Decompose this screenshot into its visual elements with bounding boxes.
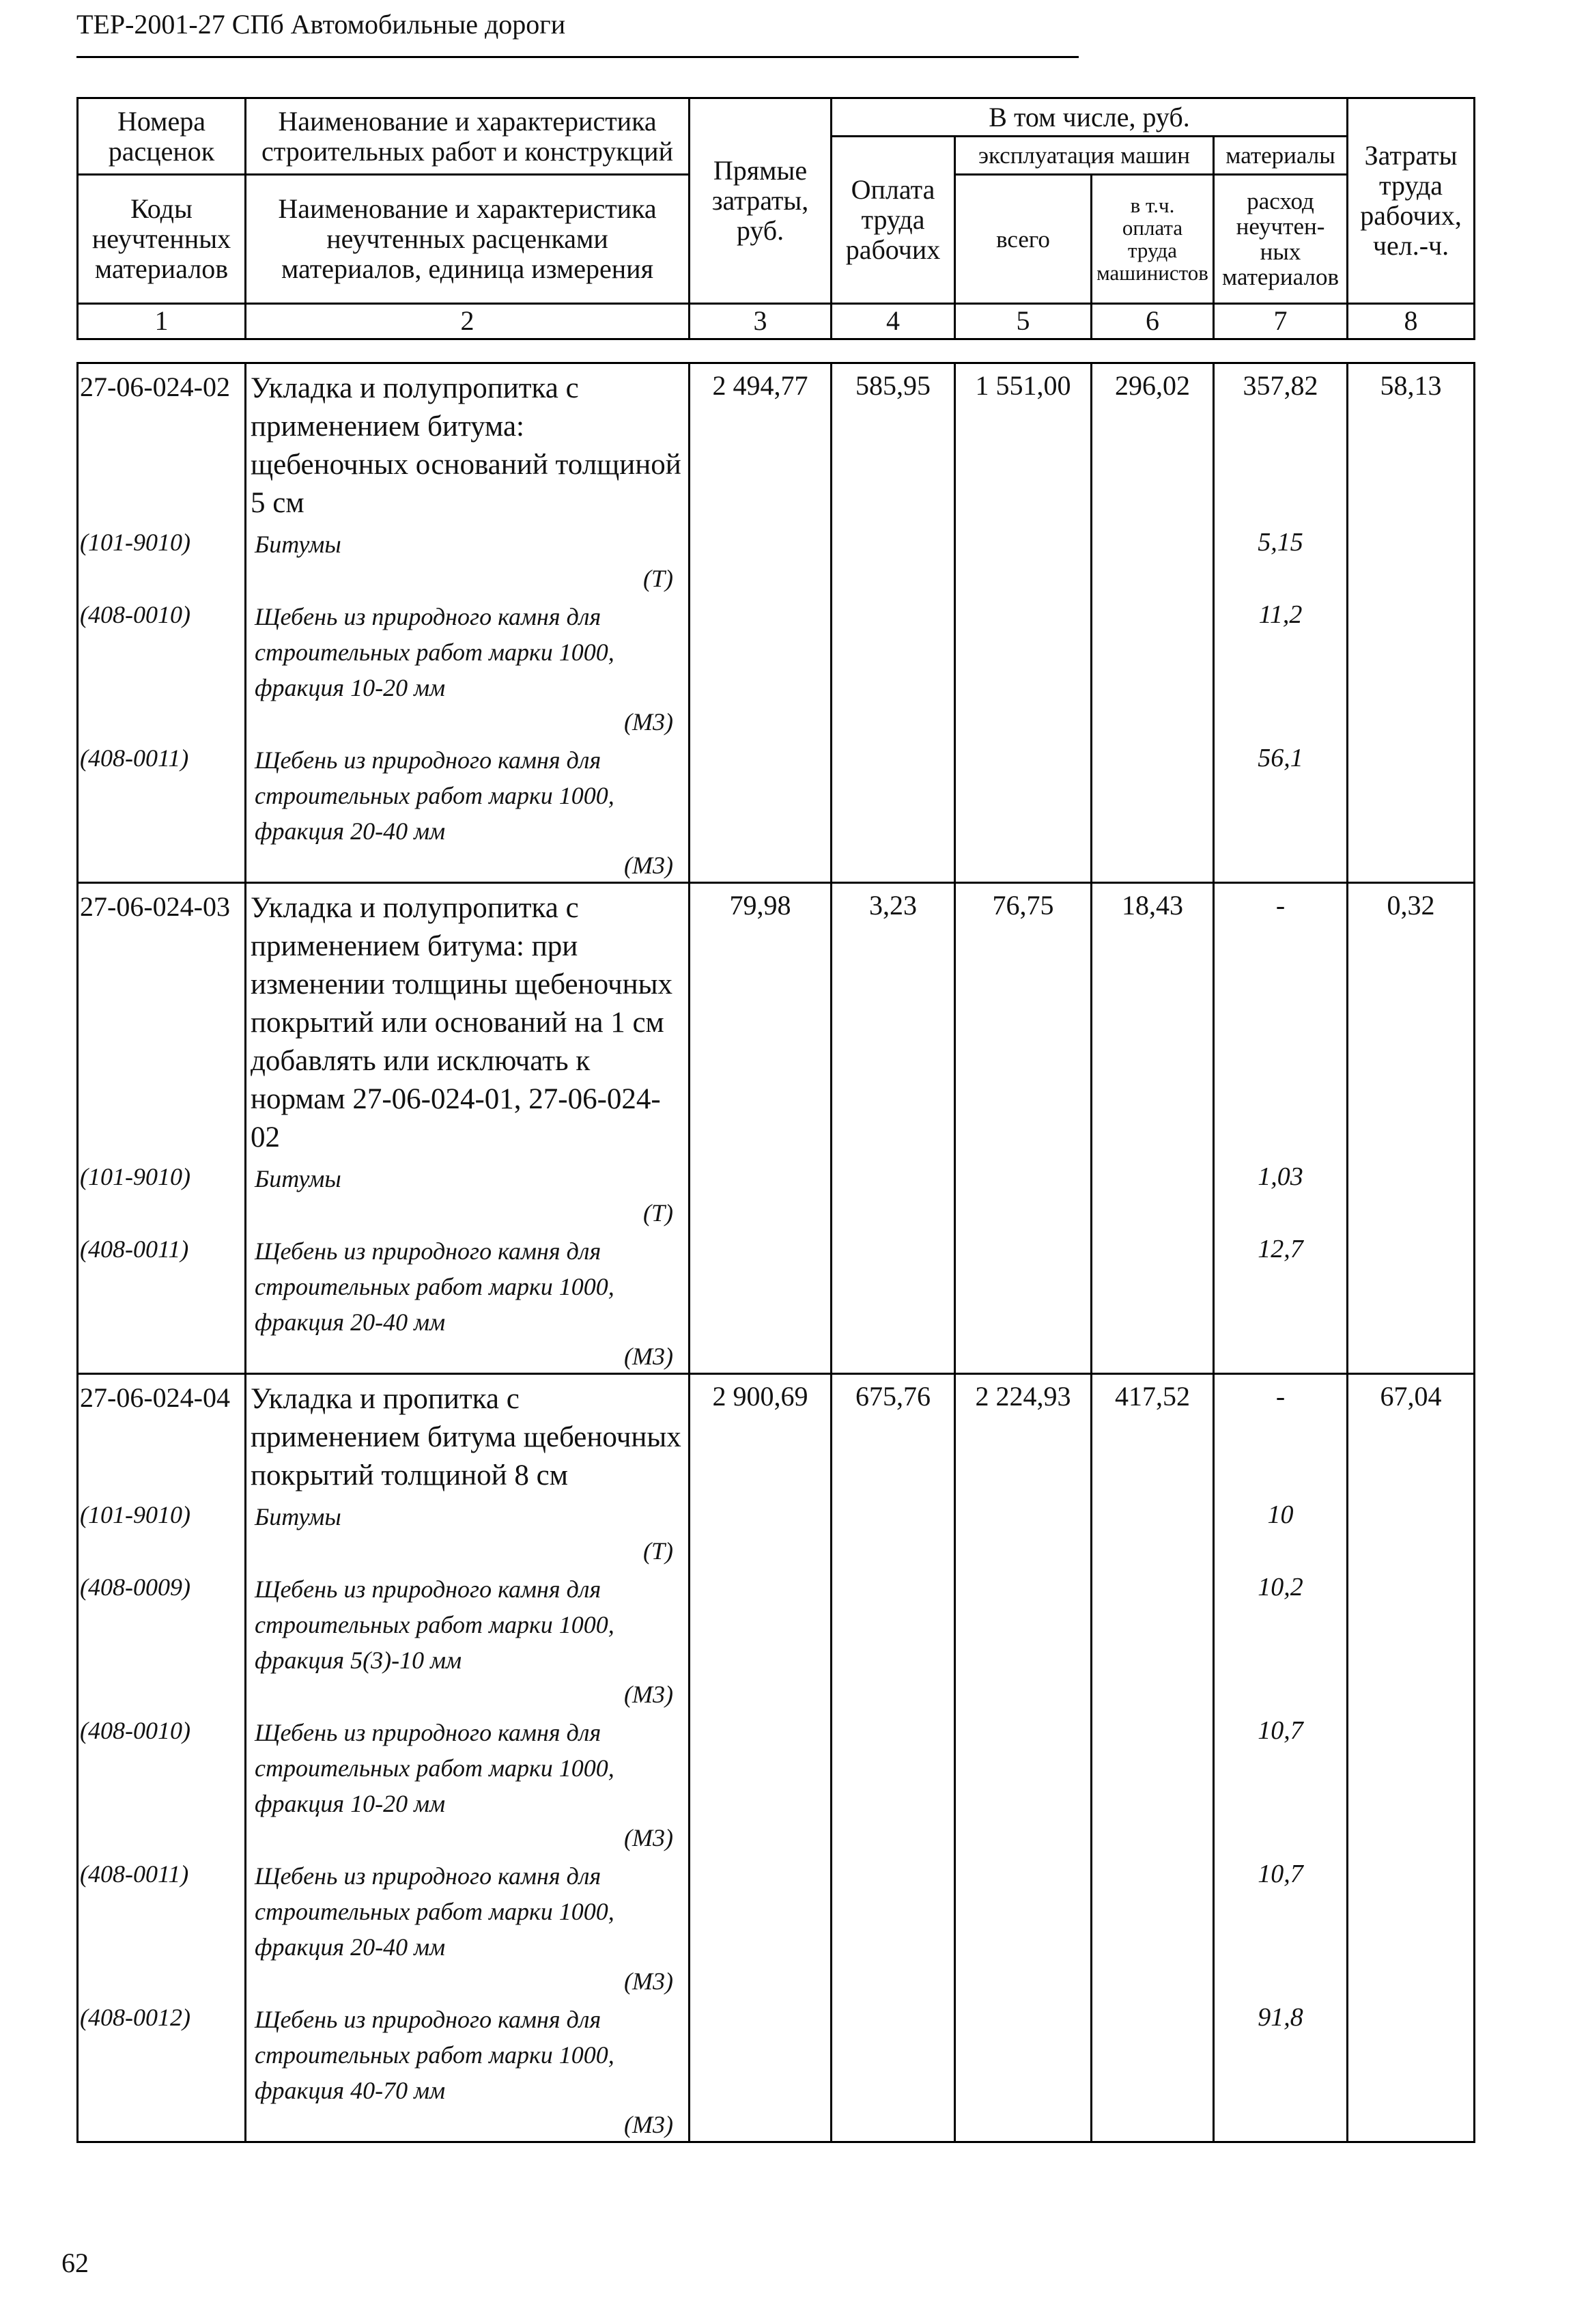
unaccounted-material: [1215, 1233, 1346, 1265]
table-header: [76, 97, 1475, 340]
material-name-line: Битумы: [255, 531, 341, 558]
material-code: (101-9010): [80, 529, 190, 556]
material-name-line: строительных работ марки 1000,: [255, 782, 614, 809]
running-head: ТЕР-2001-27 СПб Автомобильные дороги: [76, 9, 566, 40]
col-rate-numbers-header: Номера расценок: [78, 98, 246, 175]
col-direct-costs-header: Прямые затраты, руб.: [690, 98, 832, 304]
labor-pay: 585,95: [855, 370, 931, 401]
direct-costs-cell: [690, 883, 832, 1374]
rates-table: [76, 362, 1475, 2143]
labor-pay: 675,76: [855, 1381, 931, 1412]
work-description: [246, 1375, 688, 2141]
materials-cost-cell: [1214, 1374, 1348, 2142]
material-code: (408-0012): [80, 2004, 190, 2031]
materials-cost-cell: [1214, 363, 1348, 883]
material-consumption: 5,15: [1258, 528, 1303, 557]
direct-costs-cell: [690, 1374, 832, 2142]
labor-pay: 3,23: [869, 890, 917, 921]
materials-cost-cell: [1214, 883, 1348, 1374]
unaccounted-material: [79, 1715, 244, 1746]
material-unit: (М3): [624, 1681, 673, 1708]
col-number: 5: [955, 303, 1092, 339]
material-consumption: 10,7: [1258, 1860, 1303, 1888]
unaccounted-material: [79, 1499, 244, 1530]
material-name-line: строительных работ марки 1000,: [255, 1898, 614, 1925]
direct-costs: 2 494,77: [712, 370, 808, 401]
machines-total-cell: [955, 363, 1092, 883]
unaccounted-material: [251, 527, 684, 595]
description-line: щебеночных оснований толщиной: [251, 449, 681, 481]
material-unit: (М3): [624, 1968, 673, 1995]
operators-pay-cell: [1092, 363, 1214, 883]
unaccounted-material: [1215, 742, 1346, 774]
description-line: применением битума: при: [251, 930, 578, 962]
col-number: 8: [1348, 303, 1475, 339]
material-name-line: фракция 10-20 мм: [255, 1790, 446, 1817]
material-unit: (М3): [624, 1824, 673, 1851]
unaccounted-material: [251, 2002, 684, 2141]
operators-pay-cell: [1092, 1374, 1214, 2142]
rate-code: 27-06-024-02: [80, 372, 230, 402]
labor-hours: 0,32: [1387, 890, 1435, 921]
description-line: добавлять или исключать к: [251, 1045, 591, 1077]
material-name-line: строительных работ марки 1000,: [255, 639, 614, 666]
material-code: (408-0011): [80, 1860, 189, 1888]
description-line: Укладка и полупропитка с: [251, 892, 579, 924]
col-number: 3: [690, 303, 832, 339]
unaccounted-material: [79, 599, 244, 630]
work-description: [246, 884, 688, 1373]
description-line: применением битума щебеночных: [251, 1421, 681, 1453]
material-consumption: 10,7: [1258, 1716, 1303, 1745]
material-name-line: Щебень из природного камня для: [255, 603, 601, 630]
unaccounted-material: [1215, 1571, 1346, 1603]
material-consumption: 91,8: [1258, 2003, 1303, 2032]
labor-pay-cell: [832, 363, 955, 883]
operators-pay: 18,43: [1122, 890, 1183, 921]
material-code: (101-9010): [80, 1501, 190, 1528]
material-name-line: фракция 20-40 мм: [255, 817, 446, 845]
rate-code: 27-06-024-03: [80, 891, 230, 922]
material-name-line: Щебень из природного камня для: [255, 2006, 601, 2033]
operators-pay-cell: [1092, 883, 1214, 1374]
unaccounted-material: [251, 1858, 684, 1998]
col-number: 4: [832, 303, 955, 339]
direct-costs: 79,98: [729, 890, 791, 921]
work-description-cell: [246, 883, 690, 1374]
material-unit: (М3): [624, 2111, 673, 2138]
material-name-line: фракция 40-70 мм: [255, 2077, 446, 2104]
unaccounted-material: [1215, 1161, 1346, 1192]
material-name-line: фракция 10-20 мм: [255, 674, 446, 701]
material-code: (408-0010): [80, 1717, 190, 1744]
unaccounted-material: [251, 742, 684, 882]
rate-code-cell: [78, 363, 246, 883]
description-line: покрытий или оснований на 1 см: [251, 1007, 664, 1039]
material-name-line: фракция 20-40 мм: [255, 1308, 446, 1336]
material-unit: (Т): [643, 565, 673, 592]
material-code: (408-0009): [80, 1573, 190, 1601]
material-name-line: Щебень из природного камня для: [255, 746, 601, 774]
material-unit: (Т): [643, 1199, 673, 1227]
work-description-cell: [246, 1374, 690, 2142]
material-unit: (М3): [624, 708, 673, 736]
description-line: 02: [251, 1121, 280, 1153]
labor-pay-cell: [832, 883, 955, 1374]
material-name-line: строительных работ марки 1000,: [255, 1754, 614, 1782]
col-machines-total-header: всего: [955, 175, 1092, 304]
rate-row: [78, 1374, 1475, 2142]
material-name-line: Битумы: [255, 1503, 341, 1530]
material-name-line: строительных работ марки 1000,: [255, 1611, 614, 1638]
rate-code-cell: [78, 883, 246, 1374]
materials-cost: 357,82: [1243, 370, 1318, 401]
unaccounted-material: [251, 599, 684, 738]
materials-header: материалы: [1214, 137, 1348, 175]
description-line: Укладка и полупропитка с: [251, 372, 579, 404]
unaccounted-material: [1215, 599, 1346, 630]
material-consumption: 56,1: [1258, 744, 1303, 772]
col-work-name-header: Наименование и характеристика строительных работ и конструкций: [246, 98, 690, 175]
material-name-line: строительных работ марки 1000,: [255, 2041, 614, 2069]
unaccounted-material: [79, 527, 244, 558]
col-unaccounted-codes-header: Коды неучтенных материалов: [78, 175, 246, 304]
header-rule: [76, 56, 1079, 58]
material-consumption: 10,2: [1258, 1573, 1303, 1601]
material-name-line: Щебень из природного камня для: [255, 1237, 601, 1265]
material-code: (408-0010): [80, 601, 190, 628]
machines-total: 76,75: [992, 890, 1054, 921]
work-description-cell: [246, 363, 690, 883]
material-name-line: Щебень из природного камня для: [255, 1719, 601, 1746]
unaccounted-material: [79, 742, 244, 774]
col-material-consumption-header: расход неучтен- ных материалов: [1214, 175, 1348, 304]
machines-total: 2 224,93: [975, 1381, 1071, 1412]
group-including-header: В том числе, руб.: [832, 98, 1348, 137]
unaccounted-material: [1215, 1499, 1346, 1530]
rate-code-cell: [78, 1374, 246, 2142]
material-consumption: 12,7: [1258, 1235, 1303, 1263]
unaccounted-material: [79, 1858, 244, 1890]
operators-pay: 296,02: [1115, 370, 1190, 401]
unaccounted-material: [79, 1233, 244, 1265]
material-unit: (Т): [643, 1537, 673, 1565]
material-unit: (М3): [624, 852, 673, 879]
unaccounted-material: [1215, 2002, 1346, 2033]
direct-costs-cell: [690, 363, 832, 883]
description-line: Укладка и пропитка с: [251, 1383, 520, 1415]
material-consumption: 11,2: [1258, 600, 1303, 629]
unaccounted-material: [251, 1715, 684, 1854]
materials-cost: -: [1275, 890, 1286, 921]
material-code: (408-0011): [80, 1235, 189, 1263]
labor-hours-cell: [1348, 1374, 1475, 2142]
direct-costs: 2 900,69: [712, 1381, 808, 1412]
rate-row: [78, 883, 1475, 1374]
material-name-line: Щебень из природного камня для: [255, 1862, 601, 1890]
description-line: применением битума:: [251, 410, 524, 443]
material-unit: (М3): [624, 1343, 673, 1370]
unaccounted-material: [79, 2002, 244, 2033]
machines-operation-header: эксплуатация машин: [955, 137, 1214, 175]
machines-total-cell: [955, 883, 1092, 1374]
unaccounted-material: [79, 1571, 244, 1603]
col-number: 6: [1092, 303, 1214, 339]
description-line: покрытий толщиной 8 см: [251, 1459, 568, 1492]
unaccounted-material: [1215, 1715, 1346, 1746]
unaccounted-material: [79, 1161, 244, 1192]
machines-total-cell: [955, 1374, 1092, 2142]
material-consumption: 1,03: [1258, 1162, 1303, 1191]
unaccounted-material: [251, 1571, 684, 1711]
material-code: (101-9010): [80, 1163, 190, 1190]
material-name-line: Щебень из природного камня для: [255, 1576, 601, 1603]
material-name-line: фракция 20-40 мм: [255, 1933, 446, 1961]
col-number: 7: [1214, 303, 1348, 339]
col-labor-pay-header: Оплата труда рабочих: [832, 137, 955, 304]
unaccounted-material: [1215, 1858, 1346, 1890]
page-number: 62: [61, 2248, 89, 2278]
unaccounted-material: [251, 1233, 684, 1373]
rate-code: 27-06-024-04: [80, 1382, 230, 1413]
col-number: 2: [246, 303, 690, 339]
material-code: (408-0011): [80, 744, 189, 772]
material-name-line: фракция 5(3)-10 мм: [255, 1647, 462, 1674]
materials-cost: -: [1275, 1381, 1286, 1412]
material-consumption: 10: [1267, 1500, 1294, 1529]
col-number: 1: [78, 303, 246, 339]
rate-row: [78, 363, 1475, 883]
unaccounted-material: [251, 1499, 684, 1567]
description-line: 5 см: [251, 487, 304, 519]
col-operators-pay-header: в т.ч. оплата труда машинистов: [1092, 175, 1214, 304]
labor-hours-cell: [1348, 883, 1475, 1374]
col-material-name-header: Наименование и характеристика неучтенных расценками материалов, единица измерения: [246, 175, 690, 304]
description-line: нормам 27-06-024-01, 27-06-024-: [251, 1083, 661, 1115]
operators-pay: 417,52: [1115, 1381, 1190, 1412]
unaccounted-material: [251, 1161, 684, 1229]
labor-hours-cell: [1348, 363, 1475, 883]
labor-hours: 67,04: [1380, 1381, 1442, 1412]
unaccounted-material: [1215, 527, 1346, 558]
machines-total: 1 551,00: [975, 370, 1071, 401]
labor-pay-cell: [832, 1374, 955, 2142]
description-line: изменении толщины щебеночных: [251, 968, 672, 1000]
material-name-line: строительных работ марки 1000,: [255, 1273, 614, 1300]
work-description: [246, 364, 688, 882]
material-name-line: Битумы: [255, 1165, 341, 1192]
labor-hours: 58,13: [1380, 370, 1442, 401]
col-labor-hours-header: Затраты труда рабочих, чел.-ч.: [1348, 98, 1475, 304]
